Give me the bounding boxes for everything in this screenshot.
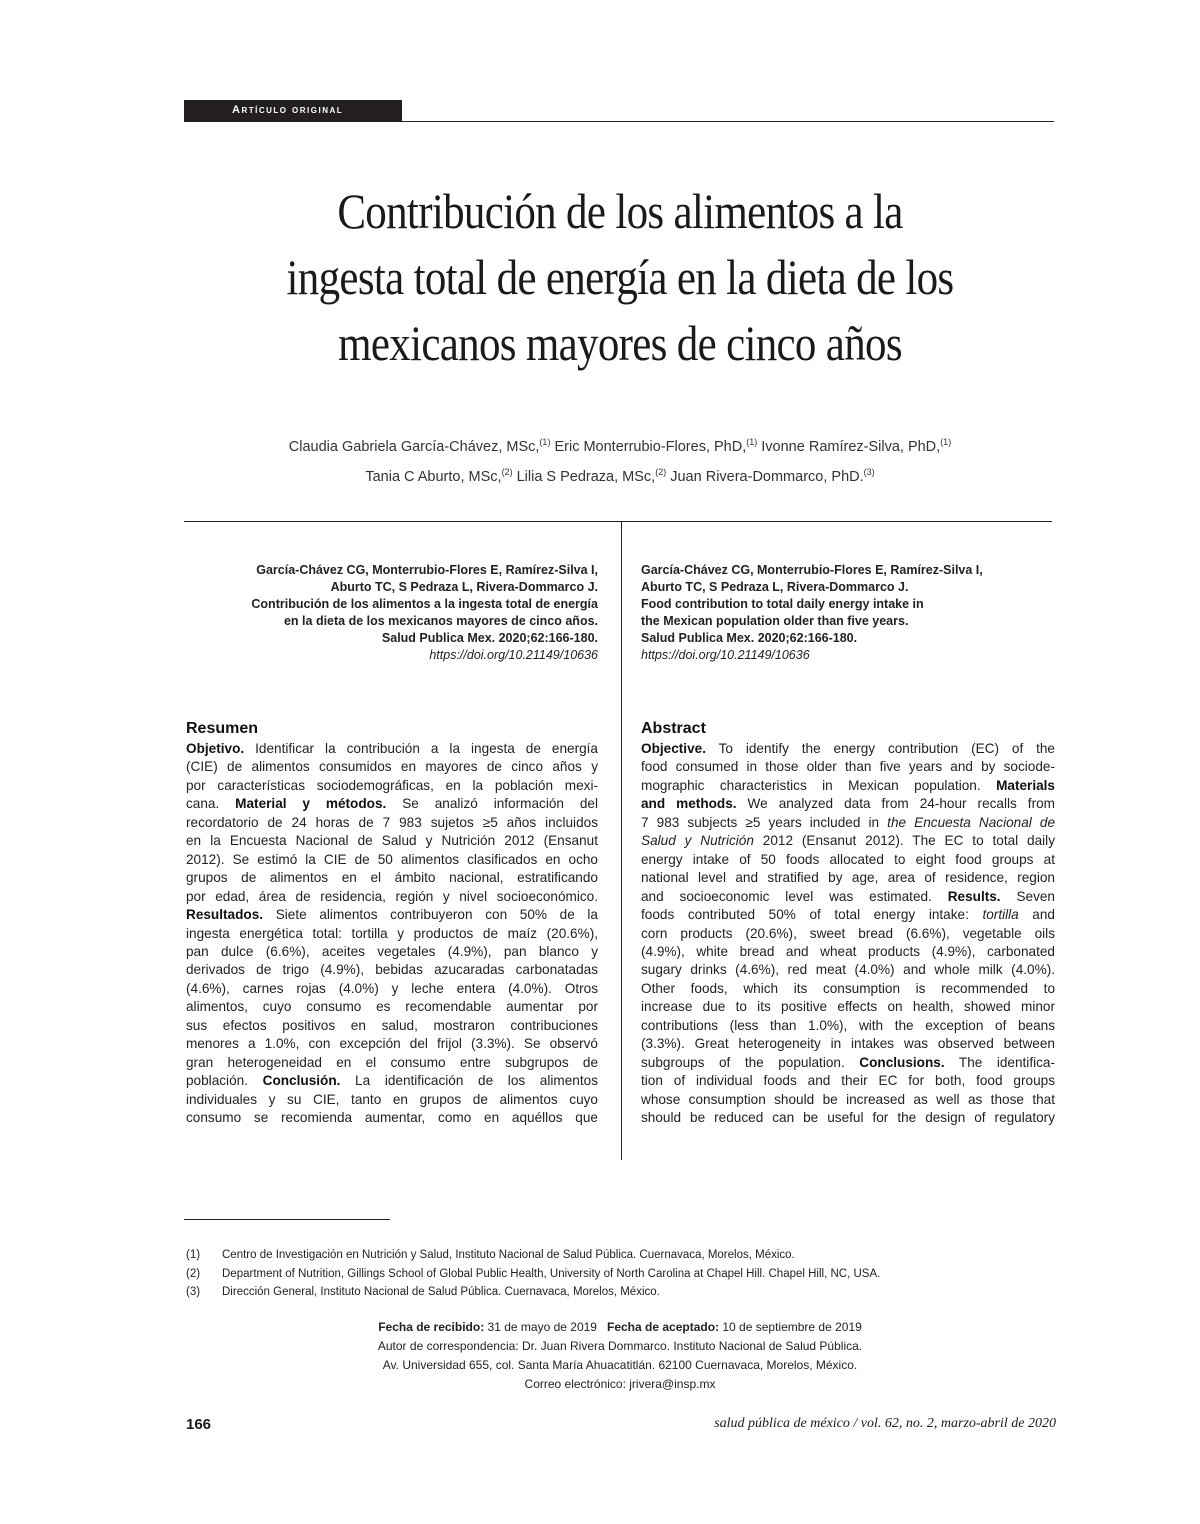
line-text: La identificación de los alimentos	[340, 1073, 598, 1089]
abstract-line	[186, 925, 598, 943]
journal-reference: salud pública de méxico / vol. 62, no. 2, marzo-abril de 2020	[714, 1416, 1056, 1431]
abstract-line	[641, 1017, 1055, 1035]
abstract-line	[641, 1072, 1055, 1090]
abstract-line	[186, 814, 598, 832]
line-text: derivados de trigo (4.9%), bebidas azucaradas carbonatadas	[186, 962, 598, 978]
abstract-line	[186, 980, 598, 998]
affiliation-mark: (1)	[940, 437, 952, 447]
line-text: pan dulce (6.6%), aceites vegetales (4.9%), pan blanco y	[186, 943, 598, 959]
citation-line: the Mexican population older than five years.	[641, 614, 909, 628]
abstract-line	[641, 925, 1055, 943]
abstract-line	[641, 906, 1055, 924]
author-name: Ivonne Ramírez-Silva, PhD,	[757, 439, 941, 455]
line-text: (3.3%). Great heterogeneity in intakes was observed between	[641, 1036, 1055, 1052]
author-line	[160, 430, 1080, 460]
line-text: corn products (20.6%), sweet bread (6.6%), vegetable oils	[641, 925, 1055, 941]
line-text: national level and stratified by age, area of residence, region	[641, 870, 1055, 886]
column-divider	[621, 522, 622, 1160]
abstract-line	[641, 961, 1055, 979]
line-text: whose consumption should be increased as well as those that	[641, 1091, 1055, 1107]
line-text: tion of individual foods and their EC for both, food groups	[641, 1073, 1055, 1089]
line-text: We analyzed data from 24-hour recalls from	[736, 796, 1055, 812]
abstract-line	[186, 1091, 598, 1109]
line-text: increase due to its positive effects on health, showed minor	[641, 999, 1055, 1015]
line-text: por características sociodemográficas, en la población mexi-	[186, 777, 598, 793]
citation-spanish	[186, 562, 598, 664]
abstract-line	[641, 869, 1055, 887]
address-line: Av. Universidad 655, col. Santa María Ahuacatitlán. 62100 Cuernavaca, Morelos, México.	[382, 1358, 858, 1372]
line-text: (4.9%), white bread and wheat products (4.9%), carbonated	[641, 943, 1055, 959]
line-text: Siete alimentos contribuyeron con 50% de la	[263, 907, 598, 923]
abstract-line	[186, 795, 598, 813]
author-name: Tania C Aburto, MSc,	[365, 469, 502, 485]
citation-line: Aburto TC, S Pedraza L, Rivera-Dommarco J.	[641, 580, 909, 594]
line-text: (4.6%), carnes rojas (4.0%) y leche entera (4.0%). Otros	[186, 980, 598, 996]
citation-line: Salud Publica Mex. 2020;62:166-180.	[641, 631, 858, 645]
submission-info	[160, 1318, 1080, 1394]
abstract-line	[186, 888, 598, 906]
correspondence-line: Autor de correspondencia: Dr. Juan Rivera Dommarco. Instituto Nacional de Salud Pública.	[377, 1339, 863, 1353]
title-line: mexicanos mayores de cinco años	[338, 315, 902, 371]
received-label: Fecha de recibido:	[378, 1320, 485, 1334]
section-label: Artículo original	[232, 104, 344, 116]
abstract-line	[641, 758, 1055, 776]
line-text: 2012 (Ensanut 2012). The EC to total daily	[753, 833, 1055, 849]
abstract-line	[186, 943, 598, 961]
footnote-text: Dirección General, Instituto Nacional de Salud Pública. Cuernavaca, Morelos, México.	[222, 1286, 660, 1298]
footnote	[186, 1246, 1056, 1265]
abstract-line	[186, 1054, 598, 1072]
footnote-text: Centro de Investigación en Nutrición y Salud, Instituto Nacional de Salud Pública. Cuernavaca, Morelos, México.	[222, 1249, 795, 1261]
abstract-line	[186, 906, 598, 924]
abstract-line	[641, 888, 1055, 906]
line-text: Other foods, which its consumption is recommended to	[641, 980, 1055, 996]
title-line: ingesta total de energía en la dieta de los	[286, 249, 954, 305]
abstract-line	[186, 1035, 598, 1053]
line-text: 2012). Se estimó la CIE de 50 alimentos clasificados en ocho	[186, 851, 598, 867]
section-keyword: Results.	[947, 888, 1001, 904]
section-keyword: Conclusions.	[859, 1054, 945, 1070]
accepted-date: 10 de septiembre de 2019	[719, 1320, 862, 1334]
abstract-line	[641, 1109, 1055, 1127]
line-text: consumo se recomienda aumentar, como en aquéllos que	[186, 1110, 598, 1126]
resumen-heading: Resumen	[186, 720, 259, 737]
page-number: 166	[186, 1416, 212, 1433]
author-name: Claudia Gabriela García-Chávez, MSc,	[288, 439, 540, 455]
doi-link[interactable]: https://doi.org/10.21149/10636	[641, 648, 810, 662]
line-text: recordatorio de 24 horas de 7 983 sujetos ≥5 años incluidos	[186, 814, 598, 830]
abstract-line	[186, 1017, 598, 1035]
abstract-line	[641, 943, 1055, 961]
citation-line: Contribución de los alimentos a la ingesta total de energía	[251, 597, 598, 611]
section-keyword: Conclusión.	[262, 1073, 341, 1089]
section-keyword: Objetivo.	[186, 741, 245, 756]
abstract-line	[641, 814, 1055, 832]
line-text: subgroups of the population.	[641, 1054, 860, 1070]
section-keyword: Material y métodos.	[235, 796, 387, 812]
received-date: 31 de mayo de 2019	[484, 1320, 597, 1334]
title-line: Contribución de los alimentos a la	[337, 183, 903, 239]
line-text: The identifica-	[944, 1054, 1055, 1070]
header-rule	[402, 121, 1054, 122]
footnote-number: (2)	[186, 1267, 201, 1280]
abstract-body	[641, 740, 1055, 1128]
line-text: and socioeconomic level was estimated.	[641, 888, 948, 904]
abstract-line	[186, 961, 598, 979]
line-text: foods contributed 50% of total energy intake:	[641, 907, 983, 923]
citation-line: Aburto TC, S Pedraza L, Rivera-Dommarco J.	[330, 580, 598, 594]
abstract-line	[641, 832, 1055, 850]
footnote	[186, 1283, 1056, 1302]
footnote-text: Department of Nutrition, Gillings School of Global Public Health, University of North Carolina at Chapel Hill. Chapel Hill, NC, USA.	[222, 1267, 881, 1280]
italic-term: tortilla	[982, 907, 1019, 923]
affiliation-mark: (2)	[655, 467, 667, 477]
citation-line: García-Chávez CG, Monterrubio-Flores E, Ramírez-Silva I,	[641, 563, 983, 577]
abstract-line	[186, 1072, 598, 1090]
abstract-line	[186, 869, 598, 887]
footnote-rule	[184, 1219, 390, 1220]
abstract-line	[641, 998, 1055, 1016]
author-name: Juan Rivera-Dommarco, PhD.	[666, 469, 864, 485]
affiliation-footnotes	[186, 1246, 1056, 1302]
footnote	[186, 1265, 1056, 1284]
section-keyword: and methods.	[641, 796, 737, 812]
affiliation-mark: (1)	[539, 437, 551, 447]
footnote-number: (3)	[186, 1286, 201, 1298]
dates-line	[160, 1318, 1080, 1337]
line-text: Identificar la contribución a la ingesta de energía	[244, 741, 598, 756]
email-line[interactable]: Correo electrónico: jrivera@insp.mx	[524, 1377, 716, 1391]
line-text: mographic characteristics in Mexican population.	[641, 777, 997, 793]
line-text: sus efectos positivos en salud, mostraron contribuciones	[186, 1017, 598, 1033]
line-text: To identify the energy contribution (EC) of the	[705, 741, 1055, 756]
affiliation-mark: (1)	[746, 437, 758, 447]
citation-english	[641, 562, 1053, 664]
doi-link[interactable]: https://doi.org/10.21149/10636	[429, 648, 598, 662]
line-text: ingesta energética total: tortilla y productos de maíz (20.6%),	[186, 925, 598, 941]
line-text: cana.	[186, 796, 236, 812]
abstract-line	[186, 998, 598, 1016]
author-line	[160, 460, 1080, 490]
line-text: individuales y su CIE, tanto en grupos de alimentos cuyo	[186, 1091, 598, 1107]
line-text: Seven	[1000, 888, 1055, 904]
line-text: por edad, área de residencia, región y nivel socioeconómico.	[186, 888, 598, 904]
author-name: Eric Monterrubio-Flores, PhD,	[550, 439, 747, 455]
abstract-line	[641, 980, 1055, 998]
line-text: menores a 1.0%, con excepción del frijol (3.3%). Se observó	[186, 1036, 598, 1052]
abstract-line	[186, 758, 598, 776]
author-name: Lilia S Pedraza, MSc,	[512, 469, 656, 485]
line-text: and	[1018, 907, 1055, 923]
abstract-heading: Abstract	[641, 720, 706, 737]
line-text: 7 983 subjects ≥5 years included in	[641, 814, 888, 830]
abstract-line	[641, 740, 1055, 758]
citation-line: Food contribution to total daily energy intake in	[641, 597, 924, 611]
abstract-line	[641, 1035, 1055, 1053]
footnote-number: (1)	[186, 1249, 201, 1261]
abstract-line	[641, 1091, 1055, 1109]
line-text: población.	[186, 1073, 263, 1089]
line-text: Se analizó información del	[386, 796, 598, 812]
abstract-line	[186, 832, 598, 850]
abstract-line	[641, 1054, 1055, 1072]
line-text: contributions (less than 1.0%), with the exception of beans	[641, 1017, 1055, 1033]
affiliation-mark: (2)	[501, 467, 513, 477]
resumen-body	[186, 740, 598, 1128]
line-text: (CIE) de alimentos consumidos en mayores de cinco años y	[186, 759, 598, 775]
line-text: en la Encuesta Nacional de Salud y Nutrición 2012 (Ensanut	[186, 833, 598, 849]
abstract-line	[641, 777, 1055, 795]
affiliation-mark: (3)	[863, 467, 875, 477]
abstract-line	[641, 795, 1055, 813]
section-keyword: Materials	[996, 777, 1055, 793]
line-text: gran heterogeneidad en el consumo entre subgrupos de	[186, 1054, 598, 1070]
abstract-line	[186, 1109, 598, 1127]
author-list	[160, 430, 1080, 490]
abstract-line	[641, 851, 1055, 869]
abstract-line	[186, 740, 598, 758]
line-text: energy intake of 50 foods allocated to eight food groups at	[641, 851, 1055, 867]
section-rule	[184, 521, 1052, 522]
line-text: grupos de alimentos en el ámbito nacional, estratificando	[186, 870, 598, 886]
line-text: sugary drinks (4.6%), red meat (4.0%) and whole milk (4.0%).	[641, 962, 1055, 978]
section-keyword: Resultados.	[186, 907, 264, 923]
abstract-line	[186, 777, 598, 795]
italic-term: Salud y Nutrición	[641, 833, 754, 849]
abstract-line	[186, 851, 598, 869]
italic-term: the Encuesta Nacional de	[887, 814, 1055, 830]
accepted-label: Fecha de aceptado:	[607, 1320, 720, 1334]
section-keyword: Objective.	[641, 741, 706, 756]
citation-line: García-Chávez CG, Monterrubio-Flores E, Ramírez-Silva I,	[256, 563, 598, 577]
line-text: should be reduced can be useful for the design of regulatory	[641, 1110, 1055, 1126]
line-text: food consumed in those older than five years and by sociode-	[641, 759, 1055, 775]
line-text: alimentos, cuyo consumo es recomendable aumentar por	[186, 999, 598, 1015]
article-title	[224, 178, 1015, 376]
citation-line: Salud Publica Mex. 2020;62:166-180.	[381, 631, 598, 645]
citation-line: en la dieta de los mexicanos mayores de cinco años.	[283, 614, 598, 628]
